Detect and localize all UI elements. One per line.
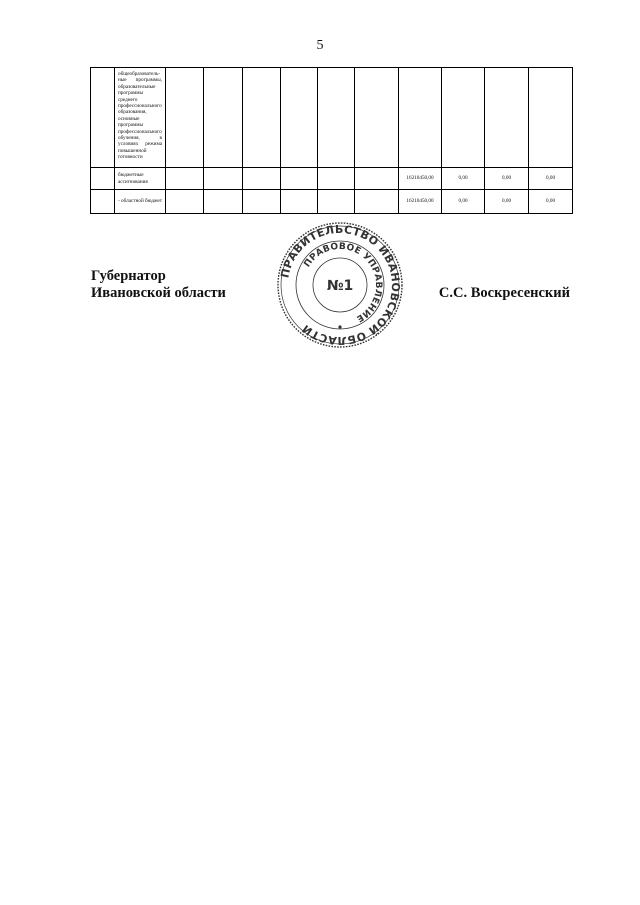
description-line: готовности (118, 154, 143, 161)
description-line: основные (118, 115, 140, 122)
table-cell (166, 190, 204, 214)
description-line: общеобразователь- (118, 71, 161, 77)
description-line: образовательные (118, 83, 156, 90)
table-cell (204, 68, 243, 168)
table-cell (355, 68, 399, 168)
table-cell (91, 68, 115, 168)
program-funding-table (90, 67, 573, 214)
value-cell: 0,00 (485, 190, 529, 214)
seal-inner-text: ПРАВОВОЕ УПРАВЛЕНИЕ (302, 241, 384, 324)
table-cell (243, 168, 281, 190)
table-row (91, 168, 573, 190)
table-cell (485, 68, 529, 168)
table-cell (166, 68, 204, 168)
seal-number: №1 (326, 278, 354, 294)
description-line: профессионального (118, 103, 162, 110)
table-cell (318, 68, 355, 168)
value-cell: 0,00 (529, 190, 573, 214)
value-cell: 0,00 (485, 168, 529, 190)
row-label: бюджетные ассигнования (115, 168, 166, 190)
table-cell (355, 190, 399, 214)
table-cell (204, 190, 243, 214)
table-cell (399, 68, 442, 168)
description-line: профессионального (118, 128, 162, 135)
table-cell (91, 168, 115, 190)
page-number: 5 (316, 38, 324, 53)
table-cell (318, 190, 355, 214)
signature-title (91, 268, 226, 302)
table-cell (281, 190, 318, 214)
official-seal (275, 220, 405, 350)
table-cell (442, 68, 485, 168)
row-label: - областной бюджет (115, 190, 166, 214)
table-cell (318, 168, 355, 190)
description-line: образования, (118, 109, 147, 116)
table-cell (166, 168, 204, 190)
table-cell (91, 190, 115, 214)
signatory-name: С.С. Воскресенский (438, 285, 570, 301)
description-line: обучения, в (118, 135, 162, 142)
table-cell (529, 68, 573, 168)
signatory-position: Губернатор (91, 268, 166, 284)
value-cell: 16210450,00 (399, 168, 442, 190)
value-cell: 0,00 (442, 190, 485, 214)
description-line: среднего (118, 96, 138, 103)
table-row (91, 190, 573, 214)
table-cell (355, 168, 399, 190)
table-cell (243, 68, 281, 168)
seal-dot (338, 325, 341, 328)
table-cell (204, 168, 243, 190)
program-description-cell (115, 68, 166, 168)
description-line: условиях режима (118, 141, 162, 148)
value-cell: 0,00 (442, 168, 485, 190)
description-line: программы (118, 90, 144, 97)
value-cell: 0,00 (529, 168, 573, 190)
description-line: повышенной (118, 147, 147, 154)
description-line: программы (118, 122, 144, 129)
signatory-region: Ивановской области (91, 285, 226, 301)
table-row (91, 68, 573, 168)
table-cell (281, 168, 318, 190)
seal-ring-text: ПРАВИТЕЛЬСТВО ИВАНОВСКОЙ ОБЛАСТИ (278, 222, 403, 348)
table-cell (243, 190, 281, 214)
table-cell (281, 68, 318, 168)
value-cell: 16210450,00 (399, 190, 442, 214)
description-line: ные программы, (118, 77, 162, 84)
